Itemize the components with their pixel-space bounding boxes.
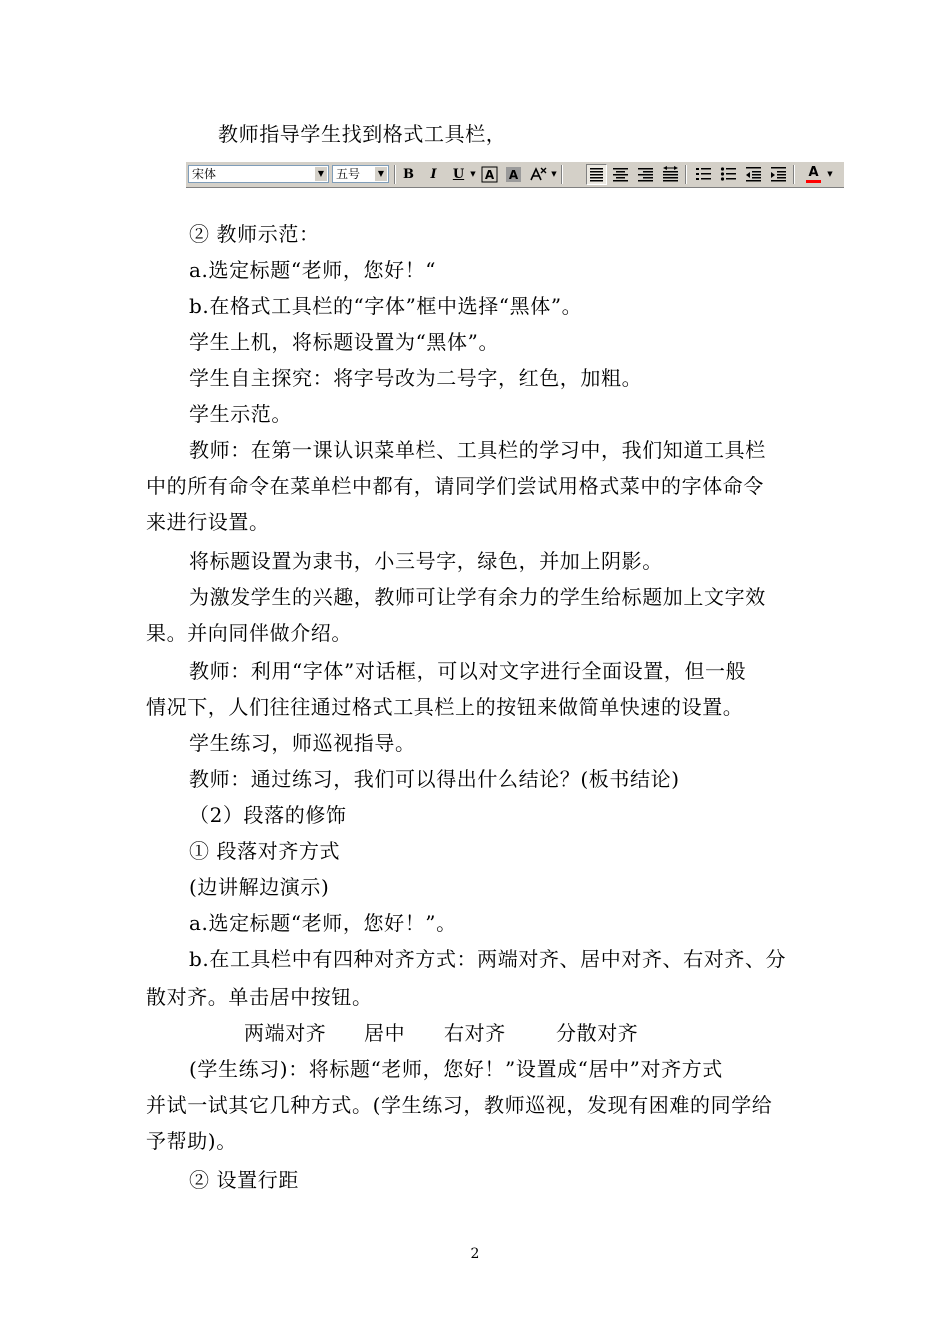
align-right-icon[interactable] xyxy=(635,164,656,185)
paragraph: a.选定标题“老师，您好！”。 xyxy=(189,911,457,935)
section-heading: （2）段落的修饰 xyxy=(189,803,347,827)
paragraph: ② 设置行距 xyxy=(189,1168,299,1192)
numbered-list-icon[interactable] xyxy=(693,164,714,185)
bulleted-list-icon[interactable] xyxy=(718,164,739,185)
bold-icon[interactable]: B xyxy=(403,167,414,182)
paragraph: 并试一试其它几种方式。(学生练习，教师巡视，发现有困难的同学给 xyxy=(146,1093,773,1117)
paragraph: 教师：通过练习，我们可以得出什么结论？(板书结论) xyxy=(189,767,680,791)
align-label-right: 右对齐 xyxy=(444,1021,506,1045)
paragraph: 散对齐。单击居中按钮。 xyxy=(146,985,373,1009)
decrease-indent-icon[interactable] xyxy=(743,164,764,185)
paragraph: 中的所有命令在菜单栏中都有，请同学们尝试用格式菜中的字体命令 xyxy=(146,474,764,498)
paragraph: ② 教师示范： xyxy=(189,222,320,246)
page-number: 2 xyxy=(470,1246,480,1262)
formatting-toolbar xyxy=(186,161,844,188)
paragraph: 学生练习，师巡视指导。 xyxy=(189,731,416,755)
underline-dropdown-icon[interactable]: ▼ xyxy=(470,170,476,178)
chevron-down-icon[interactable]: ▼ xyxy=(374,167,387,181)
toolbar-separator xyxy=(394,165,396,184)
paragraph: a.选定标题“老师，您好！“ xyxy=(189,258,437,282)
paragraph: ① 段落对齐方式 xyxy=(189,839,341,863)
char-border-icon[interactable] xyxy=(479,164,500,185)
paragraph: 情况下，人们往往通过格式工具栏上的按钮来做简单快速的设置。 xyxy=(146,695,744,719)
svg-text:A: A xyxy=(508,168,519,182)
italic-icon[interactable]: I xyxy=(430,167,437,182)
toolbar-separator xyxy=(793,165,795,184)
font-color-label: A xyxy=(808,165,819,180)
paragraph: 学生自主探究：将字号改为二号字，红色，加粗。 xyxy=(189,366,643,390)
svg-text:A: A xyxy=(484,168,495,182)
paragraph: 教师：在第一课认识菜单栏、工具栏的学习中，我们知道工具栏 xyxy=(189,438,766,462)
intro-text: 教师指导学生找到格式工具栏， xyxy=(218,122,507,146)
font-size-combo[interactable] xyxy=(332,165,389,183)
align-label-justify: 两端对齐 xyxy=(244,1021,327,1045)
paragraph: 予帮助)。 xyxy=(146,1129,237,1153)
char-scale-icon[interactable] xyxy=(528,164,549,185)
underline-icon[interactable]: U xyxy=(452,167,465,182)
align-label-distributed: 分散对齐 xyxy=(556,1021,639,1045)
align-distributed-icon[interactable] xyxy=(660,164,681,185)
paragraph: 果。并向同伴做介绍。 xyxy=(146,621,352,645)
paragraph: (学生练习)：将标题“老师，您好！”设置成“居中”对齐方式 xyxy=(189,1057,723,1081)
font-color-icon[interactable] xyxy=(803,164,824,185)
paragraph: b.在格式工具栏的“字体”框中选择“黑体”。 xyxy=(189,294,583,318)
align-label-center: 居中 xyxy=(364,1021,406,1045)
paragraph: 将标题设置为隶书，小三号字，绿色，并加上阴影。 xyxy=(189,549,663,573)
char-scale-dropdown-icon[interactable]: ▼ xyxy=(551,170,557,178)
toolbar-separator xyxy=(561,165,563,184)
font-color-swatch xyxy=(806,180,821,183)
font-size-value: 五号 xyxy=(336,167,361,181)
paragraph: 为激发学生的兴趣，教师可让学有余力的学生给标题加上文字效 xyxy=(189,585,766,609)
paragraph: 学生上机，将标题设置为“黑体”。 xyxy=(189,330,500,354)
font-name-combo[interactable] xyxy=(188,165,329,183)
paragraph: 学生示范。 xyxy=(189,402,292,426)
font-name-value: 宋体 xyxy=(192,167,217,181)
char-shading-icon[interactable] xyxy=(503,164,524,185)
align-labels-row xyxy=(244,1015,908,1051)
font-color-dropdown-icon[interactable]: ▼ xyxy=(827,170,833,178)
paragraph: 来进行设置。 xyxy=(146,510,270,534)
paragraph: b.在工具栏中有四种对齐方式：两端对齐、居中对齐、右对齐、分 xyxy=(189,947,787,971)
chevron-down-icon[interactable]: ▼ xyxy=(314,167,327,181)
paragraph: (边讲解边演示) xyxy=(189,875,330,899)
align-justify-icon[interactable] xyxy=(586,164,607,185)
increase-indent-icon[interactable] xyxy=(768,164,789,185)
paragraph: 教师：利用“字体”对话框，可以对文字进行全面设置，但一般 xyxy=(189,659,747,683)
toolbar-separator xyxy=(685,165,687,184)
align-center-icon[interactable] xyxy=(610,164,631,185)
